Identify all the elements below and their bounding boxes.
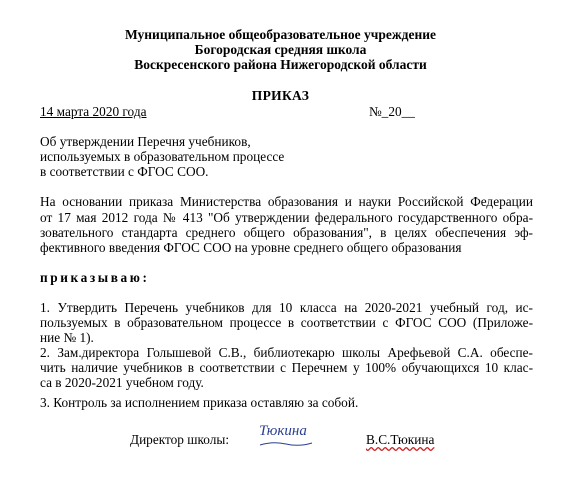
item-1-line-3: ние № 1).: [40, 330, 94, 345]
subject-line-3: в соответствии с ФГОС СОО.: [40, 164, 209, 179]
signature-label: Директор школы:: [130, 432, 230, 447]
basis-line-4: фективного введения ФГОС СОО на уровне среднего общего образования: [40, 240, 462, 255]
item-1-line-1: 1. Утвердить Перечень учебников для 10 класса на 2020-2021 учебный год, ис-: [40, 300, 533, 315]
document-title: ПРИКАЗ: [251, 88, 310, 103]
director-name-text: В.С.Тюкина: [366, 432, 435, 447]
signature-flourish-icon: [259, 441, 313, 447]
director-name: [366, 432, 434, 448]
basis-line-1: На основании приказа Министерства образования и науки Российской Федерации: [40, 194, 533, 209]
item-2-line-3: са в 2020-2021 учебном году.: [40, 375, 204, 390]
item-3-line-1: 3. Контроль за исполнением приказа оставляю за собой.: [40, 395, 359, 410]
handwritten-signature: [259, 423, 307, 440]
subject-line-1: Об утверждении Перечня учебников,: [40, 134, 251, 149]
item-2-line-2: чить наличие учебников в соответствии с Перечнем у 100% обучающихся 10 клас-: [40, 360, 533, 375]
header-line-2: Богородская средняя школа: [194, 42, 367, 57]
header-line-3: Воскресенского района Нижегородской области: [134, 57, 427, 72]
document-number: №_20__: [369, 104, 415, 119]
basis-line-3: зовательного стандарта среднего общего образования", в целях обеспечения эф-: [40, 225, 533, 240]
signature-scribble: Тюкина: [259, 423, 307, 439]
item-2-line-1: 2. Зам.директора Голышевой С.В., библиотекарю школы Арефьевой С.А. обеспе-: [40, 345, 533, 360]
document-date: 14 марта 2020 года: [40, 104, 147, 119]
subject-line-2: используемых в образовательном процессе: [40, 149, 285, 164]
order-word: приказываю:: [40, 270, 150, 285]
header-line-1: Муниципальное общеобразовательное учреждение: [124, 27, 437, 42]
basis-line-2: от 17 мая 2012 года № 413 "Об утверждении федерального государственного обра-: [40, 210, 533, 225]
item-1-line-2: пользуемых в образовательном процессе в соответствии с ФГОС СОО (Приложе-: [40, 315, 533, 330]
